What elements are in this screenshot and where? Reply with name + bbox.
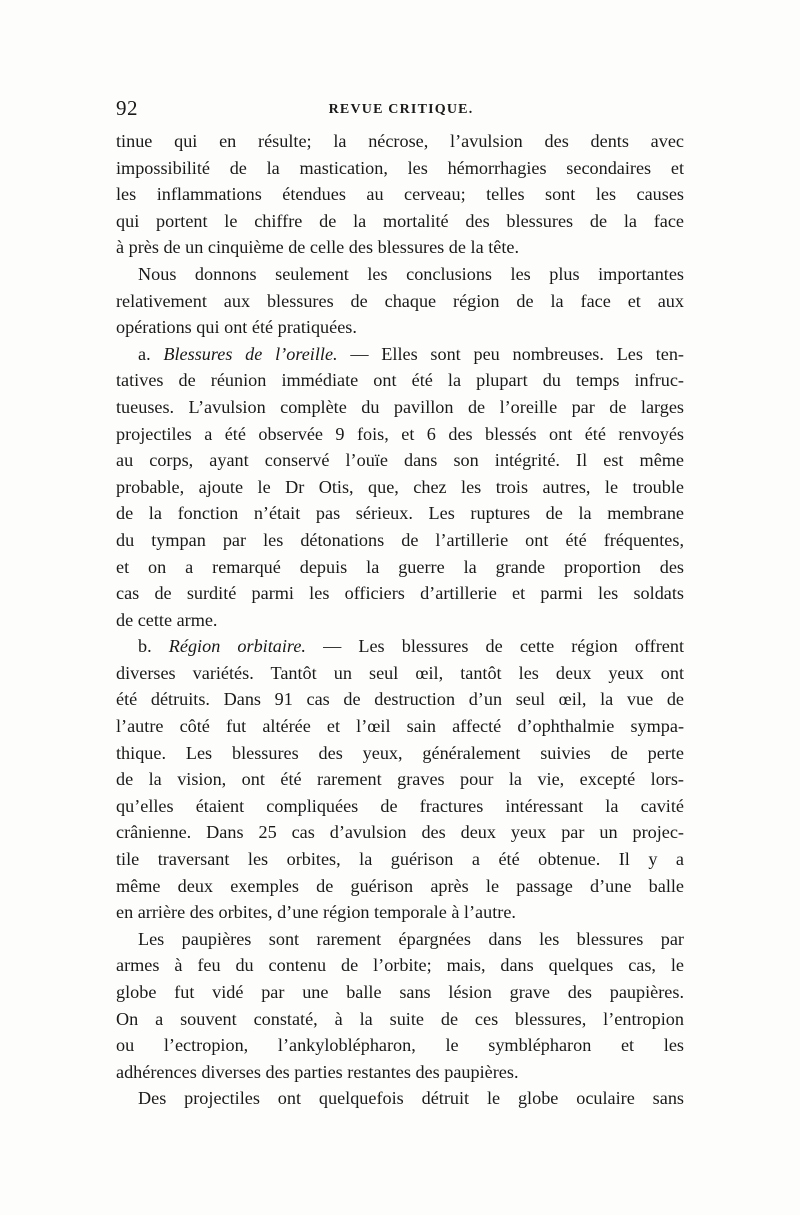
- text-line: l’autre côté fut altérée et l’œil sain affecté d’ophthalmie sympa-: [116, 716, 684, 737]
- text-line: tatives de réunion immédiate ont été la plupart du temps infruc-: [116, 370, 684, 391]
- text-line: globe fut vidé par une balle sans lésion grave des paupières.: [116, 982, 684, 1002]
- text-line: [116, 633, 684, 660]
- page-number: 92: [116, 96, 138, 120]
- text-line: ou l’ectropion, l’ankyloblépharon, le symblépharon et les: [116, 1035, 684, 1056]
- text-line: On a souvent constaté, à la suite de ces blessures, l’entropion: [116, 1008, 684, 1029]
- text-line: les inflammations étendues au cerveau; telles sont les causes: [116, 184, 684, 205]
- text-line: été détruits. Dans 91 cas de destruction d’un seul œil, la vue de: [116, 689, 684, 710]
- text-line: [116, 341, 684, 368]
- text-line: diverses variétés. Tantôt un seul œil, tantôt les deux yeux ont: [116, 662, 684, 683]
- line-text: — Elles sont peu nombreuses. Les ten-: [337, 343, 684, 364]
- section-heading: Blessures de l’oreille.: [163, 343, 338, 364]
- paragraph: [116, 128, 684, 261]
- text-line: tinue qui en résulte; la nécrose, l’avulsion des dents avec: [116, 131, 684, 151]
- section-marker: a.: [138, 343, 164, 364]
- paragraph: [116, 1085, 684, 1112]
- text-line: qu’elles étaient compliquées de fractures intéressant la cavité: [116, 795, 684, 816]
- text-line: même deux exemples de guérison après le passage d’une balle: [116, 875, 684, 896]
- paragraph: [116, 341, 684, 634]
- text-line: tile traversant les orbites, la guérison a été obtenue. Il y a: [116, 849, 684, 870]
- text-line: Des projectiles ont quelquefois détruit le globe oculaire sans: [138, 1088, 684, 1109]
- text-line: impossibilité de la mastication, les hémorrhagies secondaires et: [116, 157, 684, 178]
- text-line: probable, ajoute le Dr Otis, que, chez les trois autres, le trouble: [116, 476, 684, 497]
- text-line: armes à feu du contenu de l’orbite; mais, dans quelques cas, le: [116, 955, 684, 976]
- running-head: [116, 96, 686, 126]
- text-line: Les paupières sont rarement épargnées dans les blessures par: [138, 928, 684, 949]
- text-line: projectiles a été observée 9 fois, et 6 des blessés ont été renvoyés: [116, 423, 684, 444]
- paragraph: [116, 633, 684, 926]
- text-line: de cette arme.: [116, 609, 218, 630]
- line-text: — Les blessures de cette région offrent: [305, 636, 685, 657]
- text-line: cas de surdité parmi les officiers d’artillerie et parmi les soldats: [116, 583, 684, 604]
- body-text: [116, 128, 684, 1112]
- text-line: en arrière des orbites, d’une région temporale à l’autre.: [116, 902, 516, 923]
- text-line: de la vision, ont été rarement graves pour la vie, excepté lors-: [116, 769, 684, 790]
- text-line: de la fonction n’était pas sérieux. Les ruptures de la membrane: [116, 503, 684, 524]
- text-line: qui portent le chiffre de la mortalité des blessures de la face: [116, 210, 684, 231]
- text-line: à près de un cinquième de celle des blessures de la tête.: [116, 237, 519, 258]
- paragraph: [116, 926, 684, 1086]
- text-line: relativement aux blessures de chaque région de la face et aux: [116, 290, 684, 311]
- text-line: thique. Les blessures des yeux, généralement suivies de perte: [116, 742, 684, 763]
- text-line: tueuses. L’avulsion complète du pavillon de l’oreille par de larges: [116, 396, 684, 417]
- journal-title: REVUE CRITIQUE.: [328, 102, 474, 117]
- text-line: du tympan par les détonations de l’artillerie ont été fréquentes,: [116, 529, 684, 550]
- section-heading: Région orbitaire.: [168, 636, 306, 657]
- text-line: opérations qui ont été pratiquées.: [116, 317, 357, 338]
- text-line: Nous donnons seulement les conclusions les plus importantes: [138, 263, 684, 284]
- section-marker: b.: [138, 636, 169, 657]
- text-line: crânienne. Dans 25 cas d’avulsion des deux yeux par un projec-: [116, 822, 684, 843]
- text-line: adhérences diverses des parties restantes des paupières.: [116, 1061, 519, 1082]
- text-line: au corps, ayant conservé l’ouïe dans son intégrité. Il est même: [116, 450, 684, 471]
- paragraph: [116, 261, 684, 341]
- text-line: et on a remarqué depuis la guerre la grande proportion des: [116, 556, 684, 577]
